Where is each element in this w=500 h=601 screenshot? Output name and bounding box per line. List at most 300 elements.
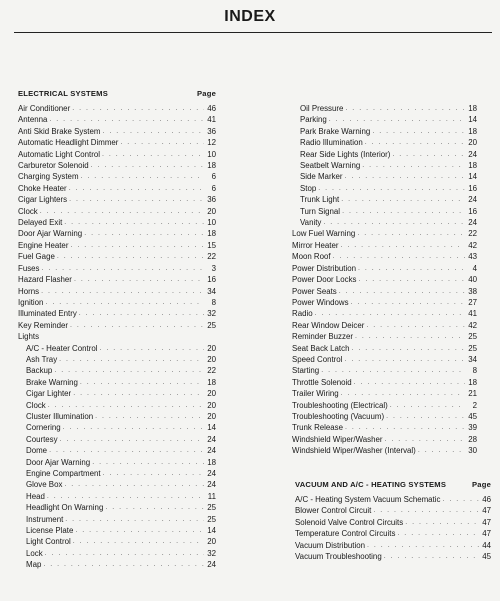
- index-entry-label: Power Windows: [292, 297, 349, 307]
- index-entry: [292, 343, 477, 354]
- dot-leader: [349, 343, 465, 354]
- index-entry: [18, 445, 216, 456]
- index-entry-label: Carburetor Solenoid: [18, 161, 89, 171]
- index-entry: [18, 274, 216, 285]
- index-entry: [292, 445, 477, 456]
- index-entry-page: 24: [468, 195, 477, 205]
- index-entry-page: 14: [207, 526, 216, 536]
- index-entry-label: Light Control: [26, 537, 71, 547]
- index-entry-label: Troubleshooting (Vacuum): [292, 411, 385, 421]
- index-entry-label: Head: [26, 491, 45, 501]
- index-entry-label: Backup: [26, 366, 53, 376]
- index-entry-label: Low Fuel Warning: [292, 229, 356, 239]
- index-entry-page: 25: [207, 503, 216, 513]
- dot-leader: [388, 400, 465, 411]
- dot-leader: [73, 525, 204, 536]
- index-entry: [292, 422, 477, 433]
- index-entry: [295, 494, 491, 505]
- dot-leader: [100, 126, 204, 137]
- dot-leader: [72, 274, 204, 285]
- index-entry-page: 14: [207, 423, 216, 433]
- index-entry-label: Air Conditioner: [18, 104, 71, 113]
- index-entry: [292, 263, 477, 274]
- dot-leader: [63, 514, 204, 525]
- index-entry-label: Door Ajar Warning: [26, 457, 91, 467]
- index-entry-label: Automatic Light Control: [18, 149, 101, 159]
- index-entry: [18, 137, 216, 148]
- dot-leader: [343, 171, 465, 182]
- dot-leader: [71, 536, 204, 547]
- index-entry-page: 40: [468, 275, 477, 285]
- dot-leader: [331, 251, 465, 262]
- dot-leader: [100, 149, 204, 160]
- index-entry-page: 24: [468, 218, 477, 228]
- index-entry: [18, 206, 216, 217]
- index-entry-label: Vanity: [300, 218, 322, 228]
- index-entry-label: Windshield Wiper/Washer (Interval): [292, 446, 416, 456]
- dot-leader: [363, 137, 465, 148]
- index-entry-label: A/C - Heater Control: [26, 343, 98, 353]
- index-entry-page: 41: [207, 115, 216, 125]
- index-entry-page: 10: [207, 218, 216, 228]
- index-entry-page: 46: [207, 104, 216, 113]
- dot-leader: [384, 411, 465, 422]
- dot-leader: [313, 308, 465, 319]
- index-entry: [292, 149, 477, 160]
- index-entry: [292, 251, 477, 262]
- dot-leader: [395, 528, 479, 539]
- index-entry: [18, 228, 216, 239]
- index-entry-label: Trunk Light: [300, 195, 340, 205]
- dot-leader: [440, 494, 479, 505]
- dot-leader: [68, 320, 204, 331]
- index-entry: [18, 126, 216, 137]
- index-entry-page: 18: [207, 161, 216, 171]
- index-entry-page: 20: [468, 138, 477, 148]
- index-entry: [292, 308, 477, 319]
- dot-leader: [416, 445, 465, 456]
- index-entry-label: Courtesy: [26, 434, 58, 444]
- index-entry-page: 24: [207, 446, 216, 456]
- index-entry: [18, 377, 216, 388]
- index-entry-label: Parking: [300, 115, 327, 125]
- index-entry-page: 24: [207, 434, 216, 444]
- index-entry-page: 25: [468, 332, 477, 342]
- index-entry: [18, 217, 216, 228]
- index-entry: [18, 559, 216, 570]
- page-title: INDEX: [224, 8, 276, 25]
- dot-leader: [47, 114, 204, 125]
- dot-leader: [382, 434, 465, 445]
- index-entry-label: Park Brake Warning: [300, 126, 371, 136]
- index-entry-label: Door Ajar Warning: [18, 229, 83, 239]
- index-entry: [18, 194, 216, 205]
- section-heading-electrical: [18, 89, 216, 103]
- dot-leader: [52, 365, 204, 376]
- index-entry: [18, 388, 216, 399]
- dot-leader: [47, 445, 204, 456]
- dot-leader: [67, 183, 204, 194]
- dot-leader: [355, 228, 465, 239]
- index-entry: [292, 160, 477, 171]
- index-entry-page: 24: [207, 560, 216, 570]
- index-entry-page: 44: [482, 540, 491, 550]
- index-entry: [292, 194, 477, 205]
- dot-leader: [39, 286, 204, 297]
- index-entry: [292, 377, 477, 388]
- index-entry-page: 24: [468, 149, 477, 159]
- dot-leader: [356, 263, 465, 274]
- dot-leader: [97, 343, 204, 354]
- index-entry-page: 38: [468, 286, 477, 296]
- index-entry-label: Key Reminder: [18, 320, 68, 330]
- index-entry-label: Headlight On Warning: [26, 503, 104, 513]
- index-entry-page: 6: [211, 183, 216, 193]
- index-entry-page: 47: [482, 529, 491, 539]
- dot-leader: [46, 400, 204, 411]
- dot-leader: [77, 308, 204, 319]
- index-entry-label: Seatbelt Warning: [300, 161, 361, 171]
- dot-leader: [321, 217, 465, 228]
- index-entry-label: Temperature Control Circuits: [295, 529, 396, 539]
- dot-leader: [70, 103, 204, 114]
- index-entry-label: Radio Illumination: [300, 138, 363, 148]
- index-entry-page: 20: [207, 354, 216, 364]
- index-entry-label: Choke Heater: [18, 183, 67, 193]
- index-entry: [18, 297, 216, 308]
- index-entry-label: Lights: [18, 332, 40, 342]
- index-entry: [18, 331, 216, 342]
- index-entry-label: Radio: [292, 309, 313, 319]
- index-entry-label: Fuses: [18, 263, 40, 273]
- index-entry: [18, 103, 216, 114]
- index-entry: [292, 183, 477, 194]
- index-entry-label: Engine Compartment: [26, 469, 101, 478]
- index-entry: [295, 551, 491, 562]
- title-rule: [14, 32, 492, 33]
- index-entry: [292, 400, 477, 411]
- index-entry-page: 18: [207, 457, 216, 467]
- index-list-left: [18, 103, 216, 571]
- dot-leader: [390, 149, 465, 160]
- index-entry: [18, 548, 216, 559]
- index-entry: [292, 411, 477, 422]
- index-entry-page: [204, 331, 216, 342]
- index-entry-page: 34: [468, 354, 477, 364]
- index-entry: [18, 114, 216, 125]
- index-entry-page: 16: [207, 275, 216, 285]
- dot-leader: [45, 491, 204, 502]
- dot-leader: [90, 457, 204, 468]
- index-entry: [292, 286, 477, 297]
- dot-leader: [93, 411, 204, 422]
- index-entry: [292, 206, 477, 217]
- index-entry-label: Power Seats: [292, 286, 337, 296]
- index-entry-page: 3: [211, 263, 216, 273]
- index-entry-page: 20: [207, 411, 216, 421]
- index-entry-page: 36: [207, 126, 216, 136]
- index-entry: [292, 171, 477, 182]
- index-entry: [18, 286, 216, 297]
- index-entry: [292, 434, 477, 445]
- index-entry: [18, 365, 216, 376]
- dot-leader: [38, 206, 204, 217]
- index-entry-page: 18: [207, 377, 216, 387]
- index-entry: [292, 331, 477, 342]
- index-entry-label: Moon Roof: [292, 252, 331, 262]
- index-entry-label: Clock: [18, 206, 38, 216]
- index-entry-page: 18: [468, 161, 477, 171]
- index-entry-page: 22: [468, 229, 477, 239]
- index-entry: [18, 251, 216, 262]
- dot-leader: [57, 354, 204, 365]
- index-entry-label: Charging System: [18, 172, 79, 182]
- dot-leader: [103, 502, 204, 513]
- index-entry: [292, 228, 477, 239]
- index-entry-label: Instrument: [26, 514, 64, 524]
- index-entry-page: 4: [472, 263, 477, 273]
- section-heading-label: VACUUM AND A/C - HEATING SYSTEMS: [295, 480, 447, 489]
- index-entry-label: Blower Control Circuit: [295, 506, 372, 516]
- dot-leader: [39, 331, 204, 342]
- index-entry-label: Fuel Gage: [18, 252, 55, 262]
- dot-leader: [71, 388, 204, 399]
- index-entry-label: Throttle Solenoid: [292, 377, 352, 387]
- index-entry-label: Engine Heater: [18, 240, 69, 250]
- index-entry-page: 6: [211, 172, 216, 182]
- index-entry-label: Antenna: [18, 115, 48, 125]
- index-entry-label: Ash Tray: [26, 354, 58, 364]
- index-entry-page: 11: [207, 491, 216, 501]
- index-entry-label: Troubleshooting (Electrical): [292, 400, 388, 410]
- index-list-right: [292, 103, 477, 457]
- dot-leader: [343, 422, 465, 433]
- index-entry-label: Stop: [300, 183, 317, 193]
- dot-leader: [68, 240, 204, 251]
- index-entry-label: Ignition: [18, 297, 44, 307]
- dot-leader: [365, 540, 479, 551]
- index-entry-page: 20: [207, 537, 216, 547]
- index-entry-page: 25: [207, 514, 216, 524]
- section-heading-label: ELECTRICAL SYSTEMS: [18, 89, 108, 98]
- index-entry-label: Hazard Flasher: [18, 275, 72, 285]
- index-entry-page: 20: [207, 389, 216, 399]
- electrical-systems-column: [18, 89, 216, 571]
- index-entry: [292, 217, 477, 228]
- dot-leader: [327, 114, 465, 125]
- dot-leader: [356, 274, 465, 285]
- dot-leader: [55, 251, 204, 262]
- index-entry-label: Illuminated Entry: [18, 309, 77, 319]
- index-entry-page: 25: [468, 343, 477, 353]
- index-entry-page: 18: [468, 126, 477, 136]
- index-entry-page: 42: [468, 240, 477, 250]
- dot-leader: [40, 263, 205, 274]
- dot-leader: [101, 468, 204, 479]
- index-entry: [292, 137, 477, 148]
- index-entry: [292, 103, 477, 114]
- index-entry-page: 47: [482, 506, 491, 516]
- dot-leader: [349, 297, 465, 308]
- index-entry: [18, 263, 216, 274]
- index-entry-label: Vacuum Distribution: [295, 540, 366, 550]
- index-entry-label: Trunk Release: [292, 423, 344, 433]
- dot-leader: [78, 377, 204, 388]
- index-entry-page: 10: [207, 149, 216, 159]
- index-entry-label: Speed Control: [292, 354, 343, 364]
- index-entry-page: 18: [207, 229, 216, 239]
- index-entry: [18, 171, 216, 182]
- index-entry-page: 14: [468, 115, 477, 125]
- index-entry-page: 32: [207, 309, 216, 319]
- index-entry-page: 20: [207, 400, 216, 410]
- index-entry-label: Clock: [26, 400, 46, 410]
- index-entry-label: Oil Pressure: [300, 104, 344, 113]
- index-entry: [18, 160, 216, 171]
- dot-leader: [41, 559, 204, 570]
- dot-leader: [89, 160, 204, 171]
- index-entry-label: Rear Window Deicer: [292, 320, 365, 330]
- index-entry-page: 22: [207, 366, 216, 376]
- index-entry-label: Seat Back Latch: [292, 343, 350, 353]
- index-entry-page: 8: [472, 366, 477, 376]
- index-entry: [292, 354, 477, 365]
- index-entry: [292, 388, 477, 399]
- index-entry: [18, 536, 216, 547]
- index-entry-label: Cigar Lighters: [18, 195, 68, 205]
- dot-leader: [337, 286, 465, 297]
- index-entry: [292, 114, 477, 125]
- index-entry: [18, 354, 216, 365]
- index-entry-page: 46: [482, 495, 491, 504]
- index-entry-label: Brake Warning: [26, 377, 78, 387]
- index-entry: [18, 308, 216, 319]
- index-entry: [18, 468, 216, 479]
- index-entry: [18, 491, 216, 502]
- index-entry-page: 14: [468, 172, 477, 182]
- index-entry-label: Lock: [26, 548, 43, 558]
- index-entry-page: 41: [468, 309, 477, 319]
- index-entry-page: 2: [472, 400, 477, 410]
- index-entry-label: Side Marker: [300, 172, 343, 182]
- index-entry: [295, 505, 491, 516]
- index-entry-page: 27: [468, 297, 477, 307]
- index-entry-label: Cigar Lighter: [26, 389, 72, 399]
- index-entry-label: Cluster Illumination: [26, 411, 94, 421]
- index-entry-label: Horns: [18, 286, 40, 296]
- index-entry-page: 45: [468, 411, 477, 421]
- dot-leader: [43, 548, 204, 559]
- index-entry-page: 47: [482, 517, 491, 527]
- index-entry: [18, 343, 216, 354]
- page-column-label: Page: [197, 89, 216, 98]
- index-entry: [292, 274, 477, 285]
- dot-leader: [61, 422, 204, 433]
- index-entry-page: 16: [468, 206, 477, 216]
- dot-leader: [79, 171, 204, 182]
- vacuum-systems-column: [295, 480, 491, 562]
- index-entry-label: Windshield Wiper/Washer: [292, 434, 383, 444]
- dot-leader: [43, 297, 204, 308]
- dot-leader: [67, 194, 204, 205]
- index-entry: [292, 297, 477, 308]
- index-entry-page: 18: [468, 377, 477, 387]
- index-entry: [18, 479, 216, 490]
- index-entry-label: Turn Signal: [300, 206, 341, 216]
- index-entry-label: Anti Skid Brake System: [18, 126, 101, 136]
- index-entry-page: 8: [211, 297, 216, 307]
- index-entry-label: Dome: [26, 446, 48, 456]
- index-entry-label: A/C - Heating System Vacuum Schematic: [295, 495, 441, 504]
- page-column-label: Page: [472, 480, 491, 489]
- dot-leader: [340, 206, 465, 217]
- index-entry-label: License Plate: [26, 526, 74, 536]
- index-entry: [292, 320, 477, 331]
- index-entry: [18, 514, 216, 525]
- dot-leader: [62, 217, 204, 228]
- dot-leader: [360, 160, 465, 171]
- index-entry: [18, 320, 216, 331]
- dot-leader: [342, 354, 465, 365]
- index-entry-page: 15: [207, 240, 216, 250]
- dot-leader: [382, 551, 479, 562]
- index-entry: [18, 525, 216, 536]
- index-entry-page: 39: [468, 423, 477, 433]
- dot-leader: [319, 365, 465, 376]
- dot-leader: [316, 183, 465, 194]
- index-entry-page: 28: [468, 434, 477, 444]
- index-entry-page: 18: [468, 104, 477, 113]
- index-entry: [18, 457, 216, 468]
- index-entry: [292, 365, 477, 376]
- dot-leader: [338, 240, 465, 251]
- electrical-systems-continued-column: [292, 103, 477, 457]
- index-entry-label: Power Door Locks: [292, 275, 357, 285]
- index-entry-page: 45: [482, 552, 491, 562]
- index-entry-label: Power Distribution: [292, 263, 357, 273]
- index-entry: [18, 434, 216, 445]
- index-entry-page: 12: [207, 138, 216, 148]
- index-entry: [295, 540, 491, 551]
- index-entry-page: 43: [468, 252, 477, 262]
- index-entry-page: 24: [207, 480, 216, 490]
- dot-leader: [339, 388, 465, 399]
- index-entry-page: 34: [207, 286, 216, 296]
- index-entry: [295, 517, 491, 528]
- index-entry: [18, 411, 216, 422]
- index-entry-page: 30: [468, 446, 477, 456]
- index-entry-page: 24: [207, 469, 216, 478]
- index-entry: [18, 400, 216, 411]
- index-entry: [18, 502, 216, 513]
- index-entry: [292, 126, 477, 137]
- index-entry-page: 25: [207, 320, 216, 330]
- index-entry-page: 42: [468, 320, 477, 330]
- index-entry-label: Rear Side Lights (Interior): [300, 149, 391, 159]
- index-entry-page: 20: [207, 343, 216, 353]
- index-entry-label: Map: [26, 560, 42, 570]
- dot-leader: [352, 377, 465, 388]
- index-entry-page: 21: [468, 389, 477, 399]
- index-entry-label: Cornering: [26, 423, 61, 433]
- index-entry-label: Starting: [292, 366, 320, 376]
- dot-leader: [82, 228, 204, 239]
- dot-leader: [58, 434, 204, 445]
- index-entry-label: Mirror Heater: [292, 240, 339, 250]
- index-entry-page: 32: [207, 548, 216, 558]
- index-entry-label: Delayed Exit: [18, 218, 63, 228]
- index-entry: [295, 528, 491, 539]
